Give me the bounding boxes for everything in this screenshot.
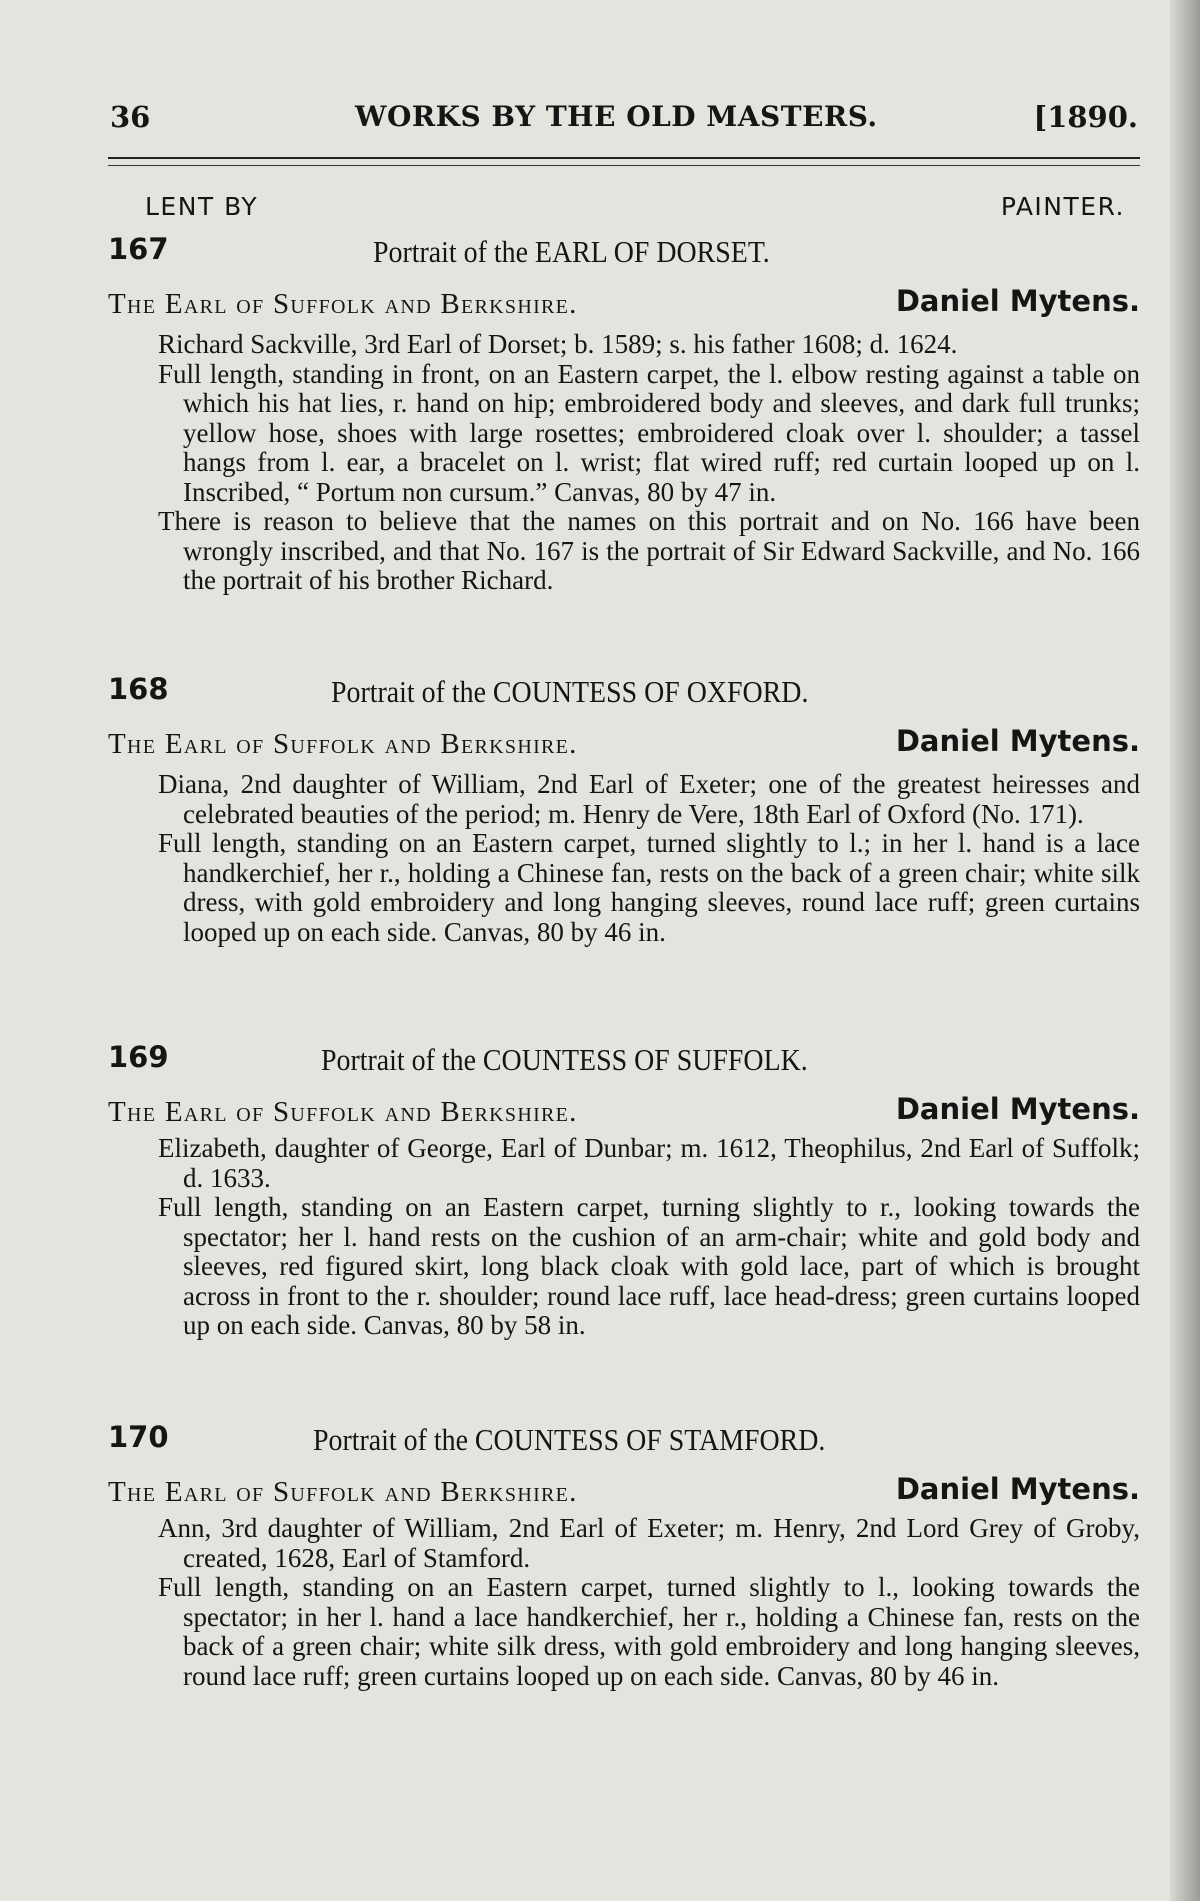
description-paragraph: Full length, standing in front, on an Eastern carpet, the l. elbow resting against a table on which his hat lies, r. hand on hip; embroidered body and sleeves, and dark full trunks; yellow hose, shoes with large rosettes; embroidered cloak over l. shoulder; a tassel hangs from l. ear, a bracelet on l. wrist; flat wired ruff; red curtain looped up on l. Inscribed, “ Portum non cursum.” Canvas, 80 by 47 in. xyxy=(158,358,1140,507)
entry-painter: Daniel Mytens. xyxy=(895,1092,1140,1126)
entry-lender: The Earl of Suffolk and Berkshire. xyxy=(108,1476,578,1508)
entry-painter: Daniel Mytens. xyxy=(895,284,1140,318)
entry-description xyxy=(158,770,1140,947)
entry-description xyxy=(158,330,1140,596)
entry-lender: The Earl of Suffolk and Berkshire. xyxy=(108,288,578,320)
column-heading-painter: PAINTER. xyxy=(1000,192,1125,221)
entry-title: Portrait of the COUNTESS OF STAMFORD. xyxy=(313,1422,826,1457)
entry-painter: Daniel Mytens. xyxy=(895,1472,1140,1506)
entry-title: Portrait of the COUNTESS OF OXFORD. xyxy=(331,674,809,709)
entry-title: Portrait of the EARL OF DORSET. xyxy=(373,234,770,269)
header-rule-thin xyxy=(108,165,1140,166)
header-year: [1890. xyxy=(1033,100,1138,134)
description-paragraph: Diana, 2nd daughter of William, 2nd Earl of Exeter; one of the greatest heiresses and celebrated beauties of the period; m. Henry de Vere, 18th Earl of Oxford (No. 171). xyxy=(158,769,1140,829)
entry-description xyxy=(158,1514,1140,1691)
entry-painter: Daniel Mytens. xyxy=(895,724,1140,758)
entry-number: 167 xyxy=(108,232,169,266)
running-header xyxy=(110,100,1138,146)
column-heading-lent-by: LENT BY xyxy=(145,192,259,221)
entry-lender: The Earl of Suffolk and Berkshire. xyxy=(108,1096,578,1128)
entry-lender: The Earl of Suffolk and Berkshire. xyxy=(108,728,578,760)
description-paragraph: Elizabeth, daughter of George, Earl of Dunbar; m. 1612, Theophilus, 2nd Earl of Suffolk; d. 1633. xyxy=(158,1133,1140,1193)
description-paragraph: Full length, standing on an Eastern carpet, turned slightly to l.; in her l. hand is a lace handkerchief, her r., holding a Chinese fan, rests on the back of a green chair; white silk dress, with gold embroidery and long hanging sleeves, round lace ruff; green curtains looped up on each side. Canvas, 80 by 46 in. xyxy=(158,828,1140,947)
description-paragraph: Richard Sackville, 3rd Earl of Dorset; b. 1589; s. his father 1608; d. 1624. xyxy=(158,329,958,359)
description-paragraph: There is reason to believe that the names on this portrait and on No. 166 have been wrongly inscribed, and that No. 167 is the portrait of Sir Edward Sackville, and No. 166 the portrait of his brother Richard. xyxy=(158,506,1140,595)
page-edge-shadow xyxy=(1170,0,1200,1901)
entry-number: 170 xyxy=(108,1420,169,1454)
header-rule-thick xyxy=(108,157,1140,159)
page-number: 36 xyxy=(110,100,151,134)
description-paragraph: Full length, standing on an Eastern carpet, turning slightly to r., looking towards the spectator; her l. hand rests on the cushion of an arm-chair; white and gold body and sleeves, red figured skirt, long black cloak with gold lace, part of which is brought across in front to the r. shoulder; round lace ruff, lace head-dress; green curtains looped up on each side. Canvas, 80 by 58 in. xyxy=(158,1192,1140,1340)
entry-number: 169 xyxy=(108,1040,169,1074)
running-title: WORKS BY THE OLD MASTERS. xyxy=(355,100,878,133)
entry-title: Portrait of the COUNTESS OF SUFFOLK. xyxy=(321,1042,808,1077)
description-paragraph: Ann, 3rd daughter of William, 2nd Earl of Exeter; m. Henry, 2nd Lord Grey of Groby, created, 1628, Earl of Stamford. xyxy=(158,1513,1140,1573)
entry-description xyxy=(158,1134,1140,1341)
entry-number: 168 xyxy=(108,672,169,706)
description-paragraph: Full length, standing on an Eastern carpet, turned slightly to l., looking towards the spectator; in her l. hand a lace handkerchief, her r., holding a Chinese fan, rests on the back of a green chair; white silk dress, with gold embroidery and long hanging sleeves, round lace ruff; green curtains looped up on each side. Canvas, 80 by 46 in. xyxy=(158,1572,1140,1691)
